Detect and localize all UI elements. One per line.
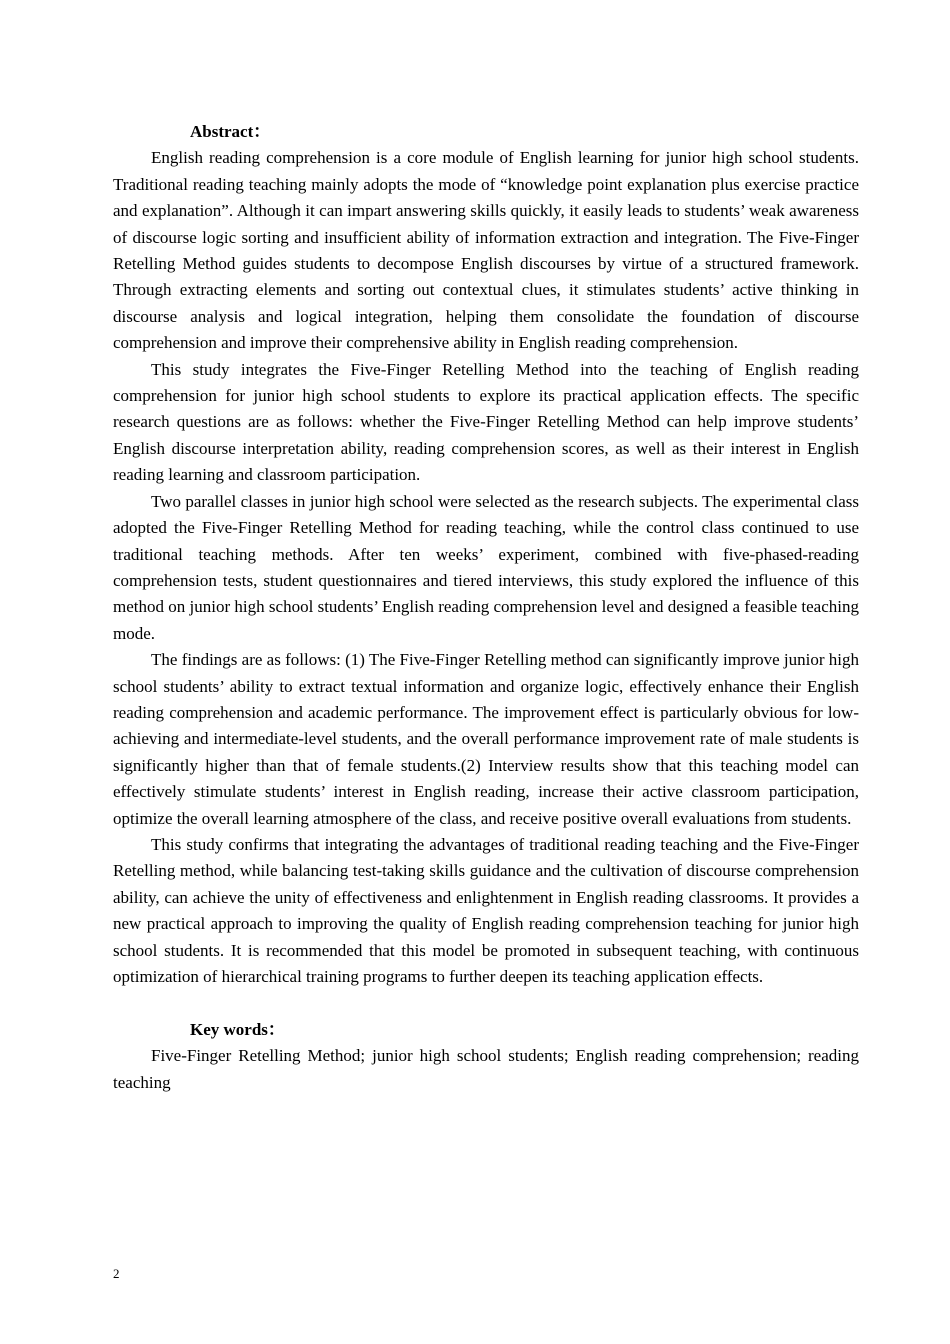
keywords-text: Five-Finger Retelling Method; junior high school students; English reading comprehension; reading teaching <box>113 1046 859 1092</box>
abstract-paragraph-3: Two parallel classes in junior high school were selected as the research subjects. The experimental class adopted the Five-Finger Retelling Method for reading teaching, while the control class continued to use traditional teaching methods. After ten weeks’ experiment, combined with five-phased-reading comprehension tests, student questionnaires and tiered interviews, this study explored the influence of this method on junior high school students’ English reading comprehension level and designed a feasible teaching mode. <box>113 491 859 643</box>
keywords-heading: Key words： <box>190 1019 285 1039</box>
document-page <box>113 119 859 1096</box>
abstract-paragraph-5: This study confirms that integrating the advantages of traditional reading teaching and the Five-Finger Retelling method, while balancing test-taking skills guidance and the cultivation of discourse comprehension ability, can achieve the unity of effectiveness and enlightenment in English reading classrooms. It provides a new practical approach to improving the quality of English reading comprehension teaching for junior high school students. It is recommended that this model be promoted in subsequent teaching, with continuous optimization of hierarchical training programs to further deepen its teaching application effects. <box>113 834 859 986</box>
page-number: 2 <box>113 1266 120 1281</box>
abstract-paragraph-2: This study integrates the Five-Finger Retelling Method into the teaching of English reading comprehension for junior high school students to explore its practical application effects. The specific research questions are as follows: whether the Five-Finger Retelling Method can help improve students’ English discourse interpretation ability, reading comprehension scores, as well as their interest in English reading learning and classroom participation. <box>113 359 859 485</box>
section-spacer <box>113 990 859 1016</box>
abstract-paragraph-1: English reading comprehension is a core module of English learning for junior high school students. Traditional reading teaching mainly adopts the mode of “knowledge point explanation plus exercise practice and explanation”. Although it can impart answering skills quickly, it easily leads to students’ weak awareness of discourse logic sorting and insufficient ability of information extraction and integration. The Five-Finger Retelling Method guides students to decompose English discourses by virtue of a structured framework. Through extracting elements and sorting out contextual clues, it stimulates students’ active thinking in discourse analysis and logical integration, helping them consolidate the foundation of discourse comprehension and improve their comprehensive ability in English reading comprehension. <box>113 148 859 353</box>
abstract-heading: Abstract： <box>190 122 271 141</box>
abstract-paragraph-4: The findings are as follows: (1) The Five-Finger Retelling method can significantly improve junior high school students’ ability to extract textual information and organize logic, effectively enhance their English reading comprehension and academic performance. The improvement effect is particularly obvious for low-achieving and intermediate-level students, and the overall performance improvement rate of male students is significantly higher than that of female students.(2) Interview results show that this teaching model can effectively stimulate students’ interest in English reading, increase their active classroom participation, optimize the overall learning atmosphere of the class, and receive positive overall evaluations from students. <box>113 650 859 828</box>
